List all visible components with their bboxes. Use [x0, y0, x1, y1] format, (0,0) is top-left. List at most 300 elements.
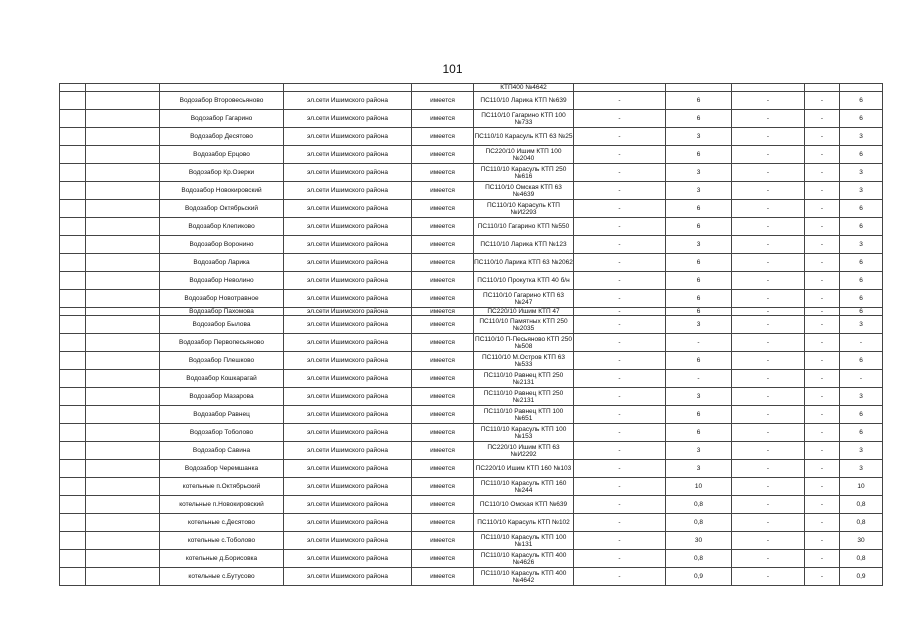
value-col-4-cell — [805, 128, 840, 146]
value-col-5-cell — [840, 496, 883, 514]
value-col-3-cell — [732, 334, 805, 352]
facility-name-text: Водозабор Пахомова — [189, 308, 254, 316]
blank-col-a — [60, 254, 86, 272]
power-source-cell — [474, 128, 574, 146]
network-owner-cell — [284, 388, 412, 406]
network-owner-text: эл.сети Ишимского района — [307, 501, 388, 509]
value-col-5-cell — [840, 308, 883, 316]
value-col-3-text: - — [766, 501, 770, 509]
facility-name-cell — [160, 290, 284, 308]
status-cell — [412, 254, 474, 272]
table-row — [60, 406, 883, 424]
status-cell — [412, 92, 474, 110]
blank-col-a — [60, 182, 86, 200]
value-col-4-cell — [805, 272, 840, 290]
facility-name-cell — [160, 200, 284, 218]
status-cell — [412, 110, 474, 128]
status-text: имеется — [430, 133, 455, 141]
network-owner-cell — [284, 460, 412, 478]
network-owner-cell — [284, 236, 412, 254]
value-col-1-text: - — [618, 97, 621, 105]
value-col-3-cell — [732, 550, 805, 568]
value-col-2-cell — [666, 182, 732, 200]
value-col-2-text: 6 — [696, 308, 701, 316]
blank-col-a — [60, 478, 86, 496]
value-col-2-cell — [666, 200, 732, 218]
value-col-1-text: - — [618, 483, 621, 491]
value-col-3-text: - — [766, 321, 770, 329]
value-col-3-text: - — [766, 205, 770, 213]
value-col-2-cell — [666, 550, 732, 568]
value-col-4-cell — [805, 550, 840, 568]
blank-col-b — [86, 568, 160, 586]
table-row — [60, 424, 883, 442]
facility-name-text: Водозабор Воронино — [189, 241, 254, 249]
network-owner-text: эл.сети Ишимского района — [307, 241, 388, 249]
status-text: имеется — [430, 169, 455, 177]
facility-name-cell — [160, 406, 284, 424]
value-col-1-text: - — [618, 411, 621, 419]
network-owner-text: эл.сети Ишимского района — [307, 555, 388, 563]
network-owner-text: эл.сети Ишимского района — [307, 308, 388, 316]
value-col-2-cell — [666, 532, 732, 550]
status-cell — [412, 352, 474, 370]
blank-col-a — [60, 496, 86, 514]
status-text: имеется — [430, 277, 455, 285]
value-col-3-cell — [732, 370, 805, 388]
blank-col-a — [60, 532, 86, 550]
value-col-2-text: 0,8 — [693, 501, 704, 509]
value-col-4-text: - — [820, 573, 824, 581]
value-col-5-cell — [840, 334, 883, 352]
value-col-2-cell — [666, 478, 732, 496]
value-col-4-text: - — [820, 429, 824, 437]
network-owner-text: эл.сети Ишимского района — [307, 277, 388, 285]
value-col-5-text: 6 — [859, 357, 863, 365]
value-col-4-cell — [805, 92, 840, 110]
status-text: имеется — [430, 241, 455, 249]
value-col-2-cell — [666, 496, 732, 514]
value-col-3-cell — [732, 308, 805, 316]
facility-name-text: Водозабор Кошкарагай — [186, 375, 257, 383]
value-col-3-cell — [732, 290, 805, 308]
value-col-3-cell — [732, 478, 805, 496]
blank-col-b — [86, 460, 160, 478]
power-source-cell — [474, 424, 574, 442]
power-source-text: ПС220/10 Ишим КТП 160 №103 — [475, 465, 572, 473]
network-owner-cell — [284, 442, 412, 460]
status-cell — [412, 308, 474, 316]
value-col-5-text: 10 — [857, 483, 865, 491]
table-row — [60, 316, 883, 334]
facility-name-cell — [160, 128, 284, 146]
value-col-4-cell — [805, 254, 840, 272]
value-col-3-text: - — [766, 447, 770, 455]
value-col-3-cell — [732, 388, 805, 406]
network-owner-text: эл.сети Ишимского района — [307, 97, 388, 105]
value-col-1-text: - — [618, 465, 621, 473]
network-owner-cell — [284, 406, 412, 424]
power-source-text: ПС110/10 Карасуль КТП 160 №244 — [480, 479, 567, 494]
facility-name-cell — [160, 478, 284, 496]
value-col-2-cell — [666, 334, 732, 352]
value-col-4-cell — [805, 370, 840, 388]
power-source-text: ПС110/10 Карасуль КТП 100 №153 — [480, 425, 567, 440]
facility-name-text: Водозабор Плешково — [188, 357, 255, 365]
value-col-4-text: - — [820, 169, 824, 177]
facility-name-text: котельные д.Борисовка — [185, 555, 258, 563]
value-col-3-text: - — [766, 519, 770, 527]
blank-col-b — [86, 424, 160, 442]
value-col-2-cell — [666, 308, 732, 316]
facility-name-cell — [160, 568, 284, 586]
value-col-5-cell — [840, 218, 883, 236]
blank-col-a — [60, 568, 86, 586]
value-col-3-cell — [732, 92, 805, 110]
facility-name-text: Водозабор Мазарова — [189, 393, 254, 401]
power-source-cell — [474, 388, 574, 406]
facility-name-text: Водозабор Гагарино — [190, 115, 253, 123]
value-col-2-text: 3 — [696, 133, 701, 141]
facility-name-text: Водозабор Новокировский — [181, 187, 262, 195]
value-col-5-cell — [840, 316, 883, 334]
value-col-5-text: - — [859, 339, 863, 347]
value-col-2-cell — [666, 254, 732, 272]
network-owner-cell — [284, 218, 412, 236]
status-text: имеется — [430, 465, 455, 473]
value-col-1-cell — [574, 272, 666, 290]
power-source-cell — [474, 254, 574, 272]
network-owner-cell — [284, 128, 412, 146]
status-text: имеется — [430, 205, 455, 213]
value-col-5-cell — [840, 182, 883, 200]
power-source-text: ПС110/10 Карасуль КТП 63 №25 — [474, 133, 573, 141]
value-col-1-cell — [574, 164, 666, 182]
network-owner-text: эл.сети Ишимского района — [307, 259, 388, 267]
value-col-5-text: 3 — [859, 465, 863, 473]
value-col-2-cell — [666, 236, 732, 254]
network-owner-cell — [284, 568, 412, 586]
power-source-text: ПС110/10 Карасуль КТП №И2293 — [487, 201, 560, 216]
power-source-text: ПС110/10 Равнец КТП 250 №2131 — [483, 371, 564, 386]
table-row — [60, 164, 883, 182]
value-col-3-text: - — [766, 187, 770, 195]
status-cell — [412, 84, 474, 92]
value-col-4-cell — [805, 568, 840, 586]
network-owner-cell — [284, 550, 412, 568]
facility-name-text: Водозабор Равнец — [193, 411, 250, 419]
status-cell — [412, 496, 474, 514]
value-col-5-cell — [840, 550, 883, 568]
facilities-table — [59, 83, 883, 586]
value-col-1-cell — [574, 92, 666, 110]
value-col-2-cell — [666, 352, 732, 370]
table-row — [60, 370, 883, 388]
facility-name-cell — [160, 236, 284, 254]
blank-col-b — [86, 550, 160, 568]
value-col-1-cell — [574, 406, 666, 424]
power-source-cell — [474, 496, 574, 514]
value-col-5-cell — [840, 478, 883, 496]
status-text: имеется — [430, 151, 455, 159]
value-col-3-cell — [732, 110, 805, 128]
value-col-5-cell — [840, 84, 883, 92]
status-cell — [412, 218, 474, 236]
value-col-1-text: - — [618, 308, 621, 316]
status-cell — [412, 272, 474, 290]
power-source-cell — [474, 200, 574, 218]
value-col-2-text: 6 — [696, 259, 701, 267]
network-owner-text: эл.сети Ишимского района — [307, 465, 388, 473]
value-col-2-cell — [666, 218, 732, 236]
blank-col-a — [60, 92, 86, 110]
network-owner-text: эл.сети Ишимского района — [307, 339, 388, 347]
power-source-cell — [474, 92, 574, 110]
power-source-text: ПС110/10 Омская КТП 63 №4639 — [485, 183, 562, 198]
facility-name-text: котельные п.Октябрьский — [182, 483, 261, 491]
value-col-2-cell — [666, 460, 732, 478]
power-source-text: ПС110/10 Памятных КТП 250 №2035 — [479, 317, 568, 332]
value-col-5-text: 6 — [859, 205, 863, 213]
status-text: имеется — [430, 259, 455, 267]
blank-col-b — [86, 290, 160, 308]
value-col-2-text: 6 — [696, 429, 701, 437]
value-col-4-text: - — [820, 223, 824, 231]
blank-col-a — [60, 272, 86, 290]
power-source-cell — [474, 316, 574, 334]
value-col-3-cell — [732, 424, 805, 442]
value-col-3-text: - — [766, 97, 770, 105]
status-text: имеется — [430, 573, 455, 581]
value-col-3-text: - — [766, 223, 770, 231]
blank-col-b — [86, 316, 160, 334]
network-owner-text: эл.сети Ишимского района — [307, 411, 388, 419]
facility-name-text: Водозабор Новотравное — [184, 295, 259, 303]
value-col-4-text: - — [820, 115, 824, 123]
value-col-3-text: - — [766, 259, 770, 267]
value-col-1-cell — [574, 442, 666, 460]
network-owner-text: эл.сети Ишимского района — [307, 519, 388, 527]
value-col-1-cell — [574, 334, 666, 352]
value-col-4-cell — [805, 308, 840, 316]
value-col-4-text: - — [820, 501, 824, 509]
value-col-4-cell — [805, 290, 840, 308]
table-row — [60, 272, 883, 290]
value-col-4-cell — [805, 84, 840, 92]
blank-col-b — [86, 532, 160, 550]
table-row — [60, 236, 883, 254]
power-source-text: ПС110/10 Ларика КТП №123 — [480, 241, 567, 249]
value-col-4-text: - — [820, 187, 824, 195]
value-col-2-cell — [666, 424, 732, 442]
facility-name-text: Водозабор Клепиково — [188, 223, 255, 231]
value-col-3-text: - — [766, 241, 770, 249]
power-source-text: ПС110/10 Карасуль КТП 100 №131 — [480, 533, 567, 548]
network-owner-cell — [284, 84, 412, 92]
value-col-4-text: - — [820, 357, 824, 365]
table-row — [60, 308, 883, 316]
value-col-4-cell — [805, 442, 840, 460]
facility-name-cell — [160, 164, 284, 182]
value-col-3-cell — [732, 84, 805, 92]
value-col-1-cell — [574, 478, 666, 496]
power-source-cell — [474, 460, 574, 478]
value-col-3-text: - — [766, 115, 770, 123]
status-cell — [412, 200, 474, 218]
status-text: имеется — [430, 555, 455, 563]
value-col-1-text: - — [618, 447, 621, 455]
value-col-3-cell — [732, 568, 805, 586]
status-text: имеется — [430, 357, 455, 365]
network-owner-text: эл.сети Ишимского района — [307, 573, 388, 581]
value-col-1-cell — [574, 236, 666, 254]
network-owner-text: эл.сети Ишимского района — [307, 187, 388, 195]
status-text: имеется — [430, 447, 455, 455]
table-row — [60, 514, 883, 532]
facility-name-cell — [160, 442, 284, 460]
value-col-1-cell — [574, 128, 666, 146]
power-source-cell — [474, 84, 574, 92]
value-col-2-cell — [666, 128, 732, 146]
status-cell — [412, 370, 474, 388]
facility-name-cell — [160, 334, 284, 352]
blank-col-a — [60, 146, 86, 164]
value-col-5-text: 0,9 — [856, 573, 866, 581]
blank-col-a — [60, 424, 86, 442]
facility-name-text: Водозабор Десятово — [190, 133, 253, 141]
value-col-4-cell — [805, 514, 840, 532]
network-owner-cell — [284, 146, 412, 164]
status-text: имеется — [430, 483, 455, 491]
value-col-5-text: 3 — [859, 447, 863, 455]
blank-col-b — [86, 164, 160, 182]
network-owner-cell — [284, 478, 412, 496]
status-cell — [412, 478, 474, 496]
facility-name-cell — [160, 182, 284, 200]
value-col-1-cell — [574, 532, 666, 550]
value-col-3-cell — [732, 532, 805, 550]
value-col-3-text: - — [766, 393, 770, 401]
value-col-2-cell — [666, 442, 732, 460]
status-cell — [412, 442, 474, 460]
power-source-text: ПС110/10 Омская КТП №639 — [479, 501, 568, 509]
value-col-4-text: - — [820, 519, 824, 527]
value-col-1-cell — [574, 370, 666, 388]
facility-name-cell — [160, 272, 284, 290]
blank-col-a — [60, 316, 86, 334]
table-row — [60, 460, 883, 478]
value-col-5-cell — [840, 146, 883, 164]
power-source-cell — [474, 550, 574, 568]
value-col-1-text: - — [618, 339, 621, 347]
blank-col-b — [86, 388, 160, 406]
value-col-3-text: - — [766, 133, 770, 141]
facility-name-text: Водозабор Тоболово — [189, 429, 254, 437]
value-col-4-cell — [805, 218, 840, 236]
value-col-1-text: - — [618, 537, 621, 545]
blank-col-b — [86, 334, 160, 352]
power-source-cell — [474, 236, 574, 254]
power-source-cell — [474, 334, 574, 352]
network-owner-cell — [284, 316, 412, 334]
facility-name-cell — [160, 460, 284, 478]
status-cell — [412, 164, 474, 182]
value-col-4-text: - — [820, 277, 824, 285]
facility-name-text: котельные с.Бутусово — [188, 573, 255, 581]
value-col-1-text: - — [618, 241, 621, 249]
value-col-2-cell — [666, 316, 732, 334]
table-row — [60, 496, 883, 514]
value-col-2-text: 0,8 — [693, 555, 704, 563]
value-col-1-text: - — [618, 321, 621, 329]
power-source-cell — [474, 532, 574, 550]
value-col-4-text: - — [820, 447, 824, 455]
value-col-2-text: 0,9 — [693, 573, 704, 581]
value-col-3-cell — [732, 200, 805, 218]
blank-col-b — [86, 254, 160, 272]
network-owner-cell — [284, 164, 412, 182]
value-col-1-text: - — [618, 501, 621, 509]
facility-name-text: Водозабор Кр.Озерки — [188, 169, 255, 177]
blank-col-a — [60, 334, 86, 352]
status-cell — [412, 514, 474, 532]
value-col-4-text: - — [820, 555, 824, 563]
network-owner-text: эл.сети Ишимского района — [307, 483, 388, 491]
status-cell — [412, 128, 474, 146]
status-text: имеется — [430, 375, 455, 383]
blank-col-b — [86, 370, 160, 388]
value-col-2-text: 3 — [696, 393, 701, 401]
status-text: имеется — [430, 187, 455, 195]
value-col-3-text: - — [766, 308, 770, 316]
value-col-3-cell — [732, 218, 805, 236]
blank-col-a — [60, 442, 86, 460]
value-col-4-text: - — [820, 375, 824, 383]
facility-name-cell — [160, 254, 284, 272]
blank-col-b — [86, 146, 160, 164]
power-source-text: ПС110/10 Гагарино КТП 63 №247 — [483, 291, 564, 306]
network-owner-cell — [284, 110, 412, 128]
value-col-5-cell — [840, 514, 883, 532]
facility-name-cell — [160, 388, 284, 406]
blank-col-b — [86, 352, 160, 370]
facility-name-text: Водозабор Первопесьяново — [179, 339, 264, 347]
value-col-4-text: - — [820, 393, 824, 401]
value-col-5-text: 0,8 — [856, 519, 866, 527]
network-owner-text: эл.сети Ишимского района — [307, 223, 388, 231]
value-col-5-cell — [840, 128, 883, 146]
value-col-2-cell — [666, 272, 732, 290]
value-col-2-cell — [666, 146, 732, 164]
value-col-1-text: - — [618, 555, 621, 563]
power-source-text: ПС110/10 П-Песьяново КТП 250 №508 — [475, 335, 572, 350]
facility-name-cell — [160, 316, 284, 334]
status-cell — [412, 424, 474, 442]
value-col-4-cell — [805, 200, 840, 218]
value-col-3-text: - — [766, 339, 770, 347]
power-source-cell — [474, 218, 574, 236]
value-col-5-text: 6 — [859, 223, 863, 231]
status-cell — [412, 236, 474, 254]
value-col-5-cell — [840, 254, 883, 272]
value-col-1-cell — [574, 352, 666, 370]
value-col-3-text: - — [766, 537, 770, 545]
value-col-4-text: - — [820, 97, 824, 105]
value-col-4-cell — [805, 236, 840, 254]
power-source-text: ПС110/10 Карасуль КТП 400 №4626 — [480, 551, 567, 566]
value-col-2-text: 6 — [696, 295, 701, 303]
value-col-1-text: - — [618, 169, 621, 177]
